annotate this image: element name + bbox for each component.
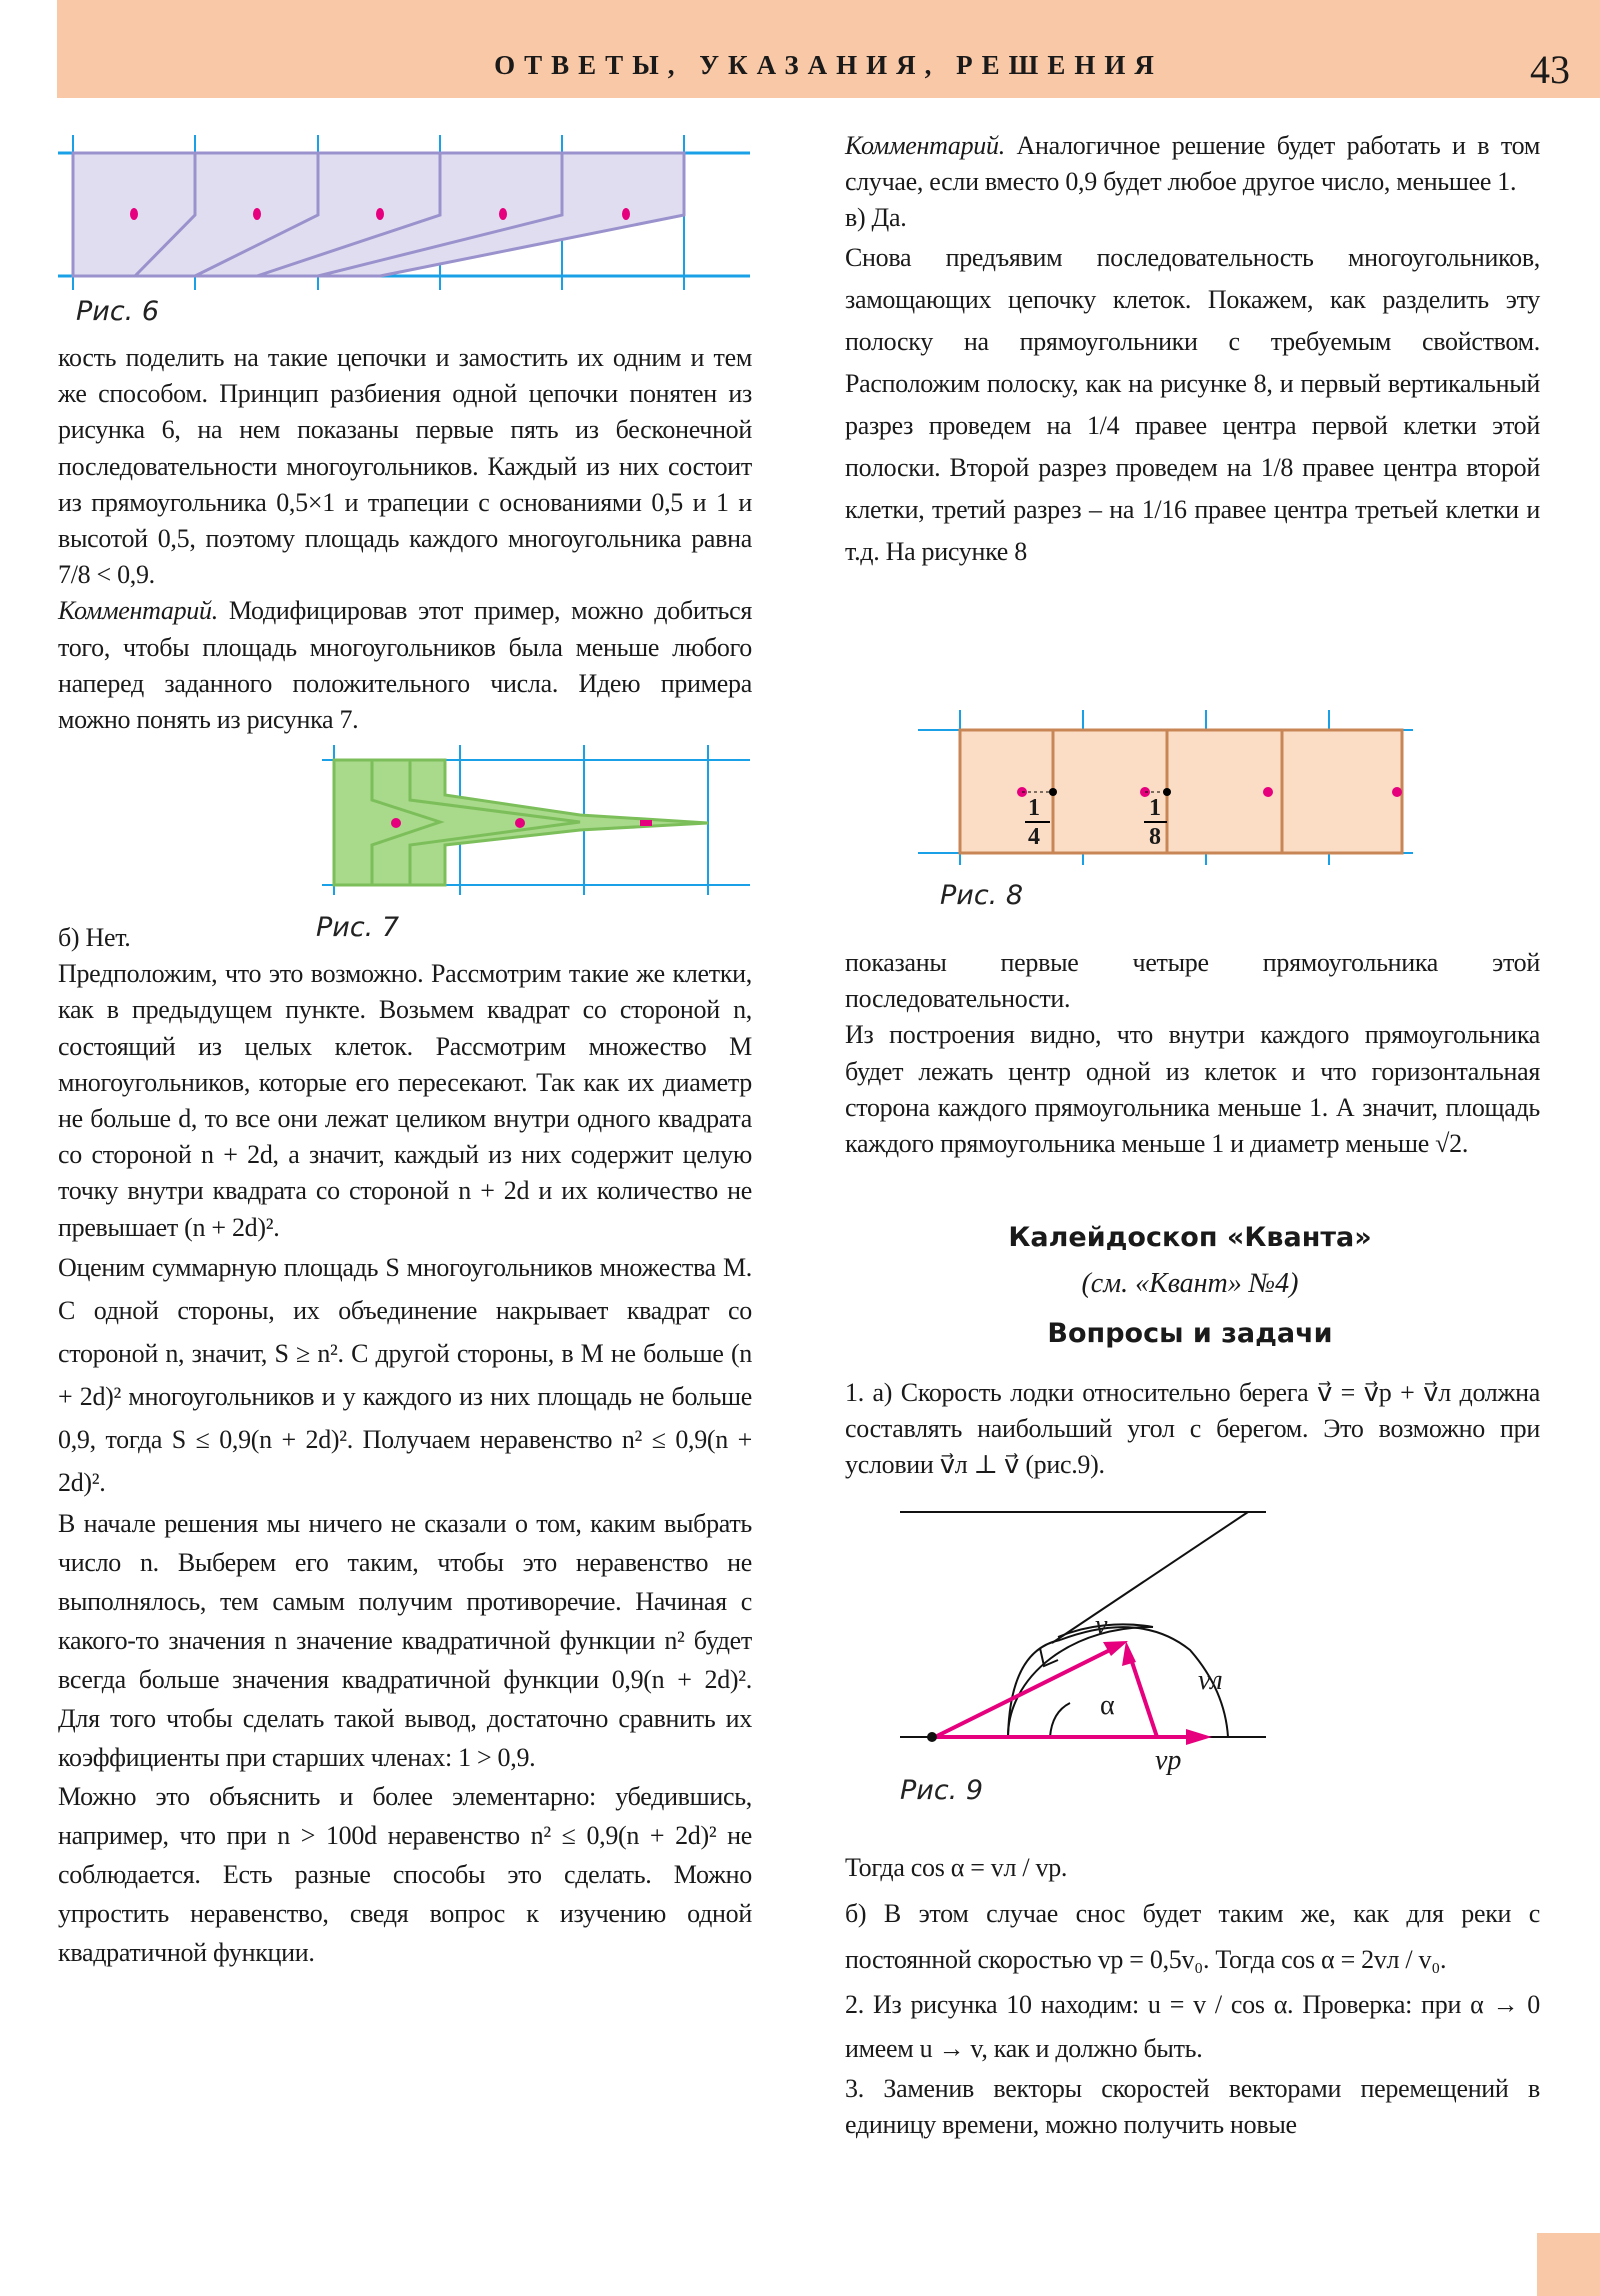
page-edge-tab xyxy=(1537,2233,1600,2296)
question-1 xyxy=(845,1375,1540,1484)
paragraph: Предположим, что это возможно. Рассмотрим такие же клетки, как в предыдущем пункте. Возьмем квадрат со стороной n, состоящий из целых клеток. Рассмотрим множество M многоугольников, которые его пересекают. Так как их диаметр не больше d, то все они лежат целиком внутри одного квадрата со стороной n + 2d, а значит, каждый из них содержит целую точку внутри квадрата со стороной n + 2d и их количество не превышает (n + 2d)². xyxy=(58,959,752,1242)
right-column-mid xyxy=(845,945,1540,1162)
subsection-title: Вопросы и задачи xyxy=(1047,1318,1333,1349)
paragraph: кость поделить на такие цепочки и замостить их одним и тем же способом. Принцип разбиения одной цепочки понятен из рисунка 6, на нем показаны первые пять из бесконечной последовательности многоугольников. Каждый из них состоит из прямоугольника 0,5×1 и трапеции с основаниями 0,5 и 1 и высотой 0,5, поэтому площадь каждого многоугольника равна 7/8 < 0,9. xyxy=(58,343,752,590)
figure-7 xyxy=(320,740,760,900)
paragraph: 1. а) Скорость лодки относительно берега v⃗ = v⃗р + v⃗л должна составлять наибольший угол с берегом. Это возможно при условии v⃗л ⊥ v⃗ (рис.9). xyxy=(845,1378,1540,1480)
page-number: 43 xyxy=(1530,47,1570,92)
page-header xyxy=(57,0,1600,98)
paragraph xyxy=(58,593,752,738)
fig9-label-vp: vр xyxy=(1155,1745,1182,1776)
section-reference: (см. «Квант» №4) xyxy=(1081,1268,1299,1299)
paragraph: 3. Заменив векторы скоростей векторами перемещений в единицу времени, можно получить новые xyxy=(845,2074,1540,2140)
right-column-top xyxy=(845,128,1540,573)
paragraph: Можно это объяснить и более элементарно: убедившись, например, что при n > 100d неравенство n² ≤ 0,9(n + 2d)² не соблюдается. Есть разные способы это сделать. Можно упростить неравенство, сведя вопрос к изучению одной квадратичной функции. xyxy=(58,1781,752,1967)
paragraph: в) Да. xyxy=(845,203,907,233)
comment-text: Аналогичное решение будет работать и в том случае, если вместо 0,9 будет любое другое число, меньшее 1. xyxy=(845,131,1540,197)
paragraph: б) В этом случае снос будет таким же, как для реки с постоянной скоростью vр = 0,5v₀. Тогда cos α = 2vл / v₀. xyxy=(845,1899,1540,1974)
paragraph: Тогда cos α = vл / vр. xyxy=(845,1853,1068,1882)
paragraph: 2. Из рисунка 10 находим: u = v / cos α. Проверка: при α → 0 имеем u → v, как и должно быть. xyxy=(845,1990,1540,2063)
running-title: ОТВЕТЫ, УКАЗАНИЯ, РЕШЕНИЯ xyxy=(494,50,1163,80)
figure-9-caption: Рис. 9 xyxy=(900,1775,984,1806)
fig8-label-2-denominator: 8 xyxy=(1149,824,1161,850)
right-column-bottom xyxy=(845,1845,1540,2143)
figure-9 xyxy=(895,1495,1495,1745)
figure-8-caption: Рис. 8 xyxy=(940,880,1024,911)
fig9-label-alpha: α xyxy=(1100,1690,1115,1721)
paragraph: В начале решения мы ничего не сказали о том, каким выбрать число n. Выберем его таким, чтобы это неравенство не выполнялось, тем самым получим противоречие. Начиная с какого-то значения n значение квадратичной функции n² будет всегда больше значения квадратичной функции 0,9(n + 2d)². Для того чтобы сделать такой вывод, достаточно сравнить их коэффициенты при старших членах: 1 > 0,9. xyxy=(58,1508,752,1772)
fig9-label-v: v xyxy=(1095,1610,1108,1641)
comment-lead: Комментарий. xyxy=(845,131,1005,160)
paragraph xyxy=(845,128,1540,200)
left-column-wrap xyxy=(58,740,288,920)
fig8-label-1-denominator: 4 xyxy=(1028,824,1040,850)
left-column-bottom xyxy=(58,920,752,1972)
fig8-label-2-numerator: 1 xyxy=(1149,795,1161,821)
comment-text: Модифицировав этот пример, можно добиться того, чтобы площадь многоугольников была меньше любого наперед заданного положительного числа. Идею примера можно понять из рисунка 7. xyxy=(58,596,752,735)
fig8-label-1-numerator: 1 xyxy=(1028,795,1040,821)
paragraph: б) Нет. xyxy=(58,923,131,952)
figure-6 xyxy=(55,130,755,290)
left-column-top xyxy=(58,340,752,738)
figure-8 xyxy=(915,705,1420,865)
figure-6-caption: Рис. 6 xyxy=(76,296,160,327)
paragraph: показаны первые четыре прямоугольника этой последовательности. xyxy=(845,948,1540,1014)
figure-7-caption: Рис. 7 xyxy=(316,912,400,943)
fig9-label-vl: vл xyxy=(1198,1665,1223,1696)
section-title: Калейдоскоп «Кванта» xyxy=(1008,1222,1372,1253)
comment-lead: Комментарий. xyxy=(58,596,218,626)
paragraph: Из построения видно, что внутри каждого прямоугольника будет лежать центр одной из клеток и что горизонтальная сторона каждого прямоугольника меньше 1. А значит, площадь каждого прямоугольника меньше 1 и диаметр меньше √2. xyxy=(845,1020,1540,1159)
paragraph: Оценим суммарную площадь S многоугольников множества M. С одной стороны, их объединение накрывает квадрат со стороной n, значит, S ≥ n². С другой стороны, в M не больше (n + 2d)² многоугольников и у каждого из них площадь не больше 0,9, тогда S ≤ 0,9(n + 2d)². Получаем неравенство n² ≤ 0,9(n + 2d)². xyxy=(58,1252,752,1497)
paragraph: Снова предъявим последовательность многоугольников, замощающих цепочку клеток. Покажем, как разделить эту полоску на прямоугольники с требуемым свойством. Расположим полоску, как на рисунке 8, и первый вертикальный разрез проведем на 1/4 правее центра первой клетки этой полоски. Второй разрез проведем на 1/8 правее центра второй клетки, третий разрез – на 1/16 правее центра третьей клетки и т.д. На рисунке 8 xyxy=(845,242,1540,566)
